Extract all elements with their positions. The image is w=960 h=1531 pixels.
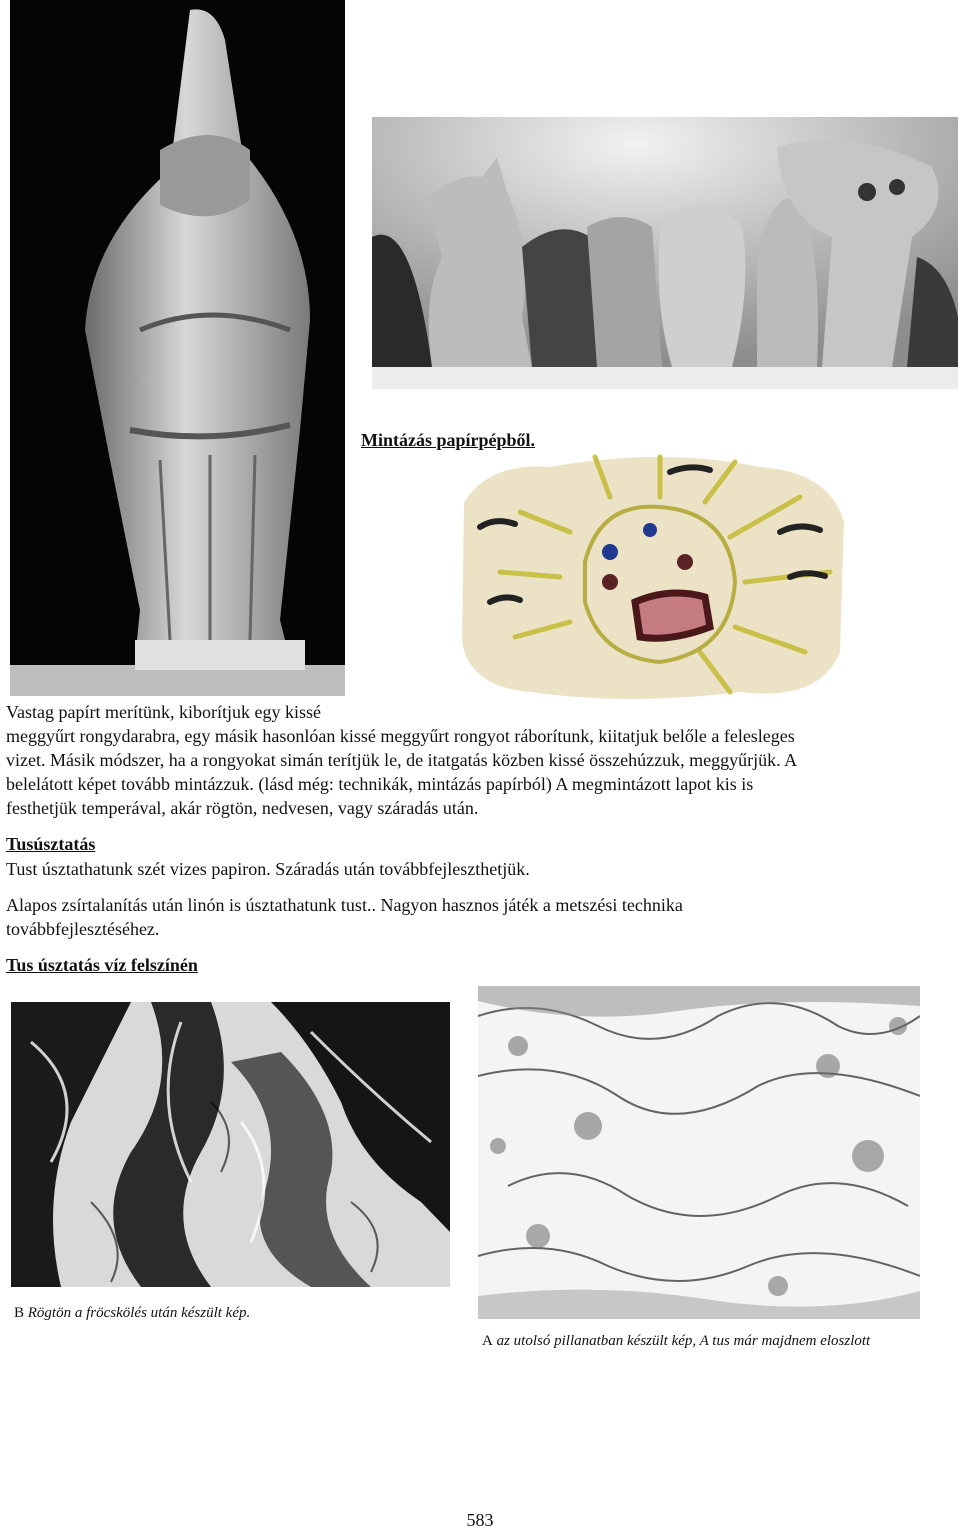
caption-image-a — [482, 1333, 870, 1350]
text-line: festhetjük temperával, akár rögtön, nedvesen, vagy száradás után. — [6, 798, 479, 818]
text-line: Alapos zsírtalanítás után linón is úsztathatunk tust.. Nagyon hasznos játék a metszési technika — [6, 895, 683, 915]
image-sculptures-shelf — [372, 117, 958, 389]
image-sculpture-figure — [10, 0, 345, 696]
caption-letter: A — [482, 1333, 493, 1349]
page-number: 583 — [466, 1510, 494, 1530]
caption-image-b — [14, 1305, 250, 1322]
text-line: Vastag papírt merítünk, kiborítjuk egy kissé — [6, 702, 321, 722]
text-line: belelátott képet tovább mintázzuk. (lásd még: technikák, mintázás papírból) A megmintázott lapot kis is — [6, 774, 754, 794]
caption-letter: B — [14, 1305, 25, 1321]
caption-text: az utolsó pillanatban készült kép, A tus már majdnem eloszlott — [496, 1333, 871, 1349]
section-heading-ink-floating: Tusúsztatás — [6, 834, 96, 854]
caption-text: Rögtön a fröcskölés után készült kép. — [27, 1305, 251, 1321]
image-ink-marbling-light — [478, 986, 920, 1319]
paragraph-paper-pulp — [6, 700, 946, 820]
section-heading-ink-on-water: Tus úsztatás víz felszínén — [6, 955, 198, 975]
text-line: továbbfejlesztéséhez. — [6, 919, 160, 939]
section-heading-paper-pulp: Mintázás papírpépből. — [361, 430, 536, 450]
image-paper-pulp-sun-face — [460, 452, 846, 706]
text-line: meggyűrt rongydarabra, egy másik hasonlóan kissé meggyűrt rongyot ráborítunk, kiitatjuk belőle a felesleges — [6, 726, 795, 746]
image-ink-marbling-dark — [11, 1002, 450, 1287]
text-line: Tust úsztathatunk szét vizes papiron. Száradás után továbbfejleszthetjük. — [6, 859, 530, 879]
text-line: vizet. Másik módszer, ha a rongyokat simán terítjük le, de itatgatás közben kissé összehúzzuk, meggyűrjük. A — [6, 750, 798, 770]
